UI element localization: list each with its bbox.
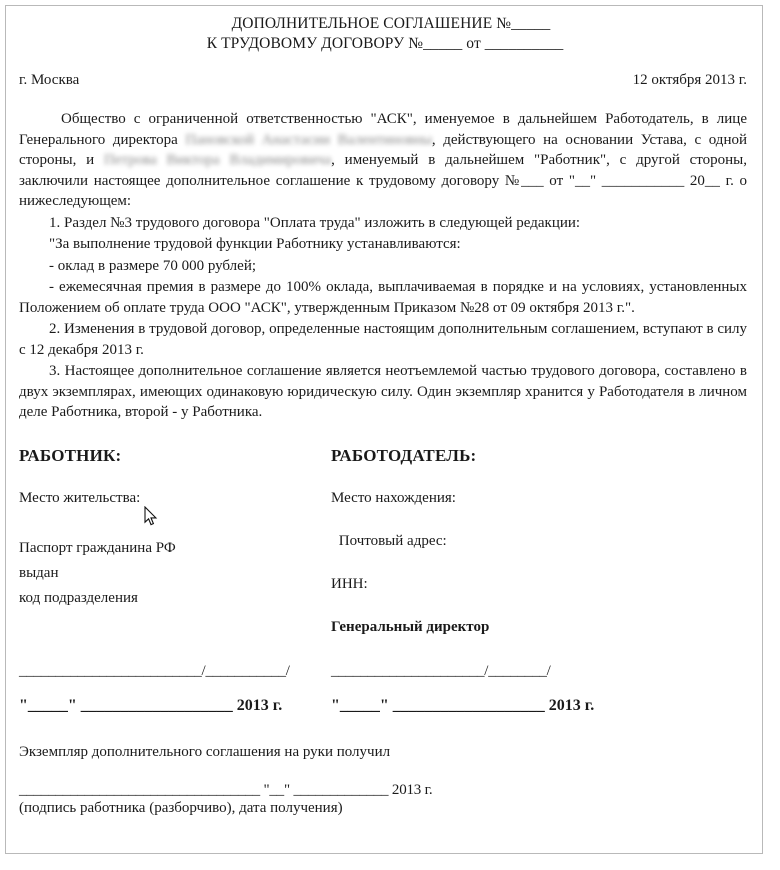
employer-field-postal-address: Почтовый адрес: [335, 532, 447, 549]
employer-heading-label: РАБОТОДАТЕЛЬ: [331, 445, 477, 465]
employee-signature-rule-cell [19, 661, 331, 681]
employee-date-rule: "_____" ___________________ 2013 г. [19, 696, 283, 714]
clause-3-text: 3. Настоящее дополнительное соглашение является неотъемлемой частью трудового договора, составлено в двух экземплярах, имеющих одинаковую юридическую силу. Один экземпляр хранится у Работодателя в личном деле Работника, второй - у Работника. [19, 363, 747, 420]
employer-field-inn: ИНН: [331, 575, 368, 592]
clause-1-item-salary [19, 256, 749, 277]
employee-signature-rule: _________________________/___________/ [19, 662, 290, 679]
clause-1-quote [19, 234, 749, 255]
receipt-title: Экземпляр дополнительного соглашения на руки получил [19, 743, 391, 760]
redacted-employee-name: Петрова Виктора Владимировича [103, 152, 332, 168]
employee-field-department-code: код подразделения [19, 589, 138, 606]
employee-field-issued-by: выдан [19, 564, 59, 581]
document-content [19, 14, 749, 853]
document-title [19, 14, 749, 54]
employee-heading-label: РАБОТНИК: [19, 445, 122, 465]
redacted-director-name: Пановской Анастасии Валентиновны [185, 131, 432, 148]
title-line-contract-reference: К ТРУДОВОМУ ДОГОВОРУ №_____ от __________ [206, 35, 564, 52]
clause-1-quote-text: "За выполнение трудовой функции Работнику устанавливаются: [49, 236, 461, 252]
employee-field-residence: Место жительства: [19, 489, 141, 506]
employer-column-heading [331, 446, 476, 466]
employee-fields-column [19, 486, 331, 640]
employer-date-rule-cell [331, 696, 731, 716]
employer-date-rule: "_____" ___________________ 2013 г. [331, 696, 595, 714]
title-line-agreement-number: ДОПОЛНИТЕЛЬНОЕ СОГЛАШЕНИЕ №_____ [231, 15, 551, 32]
employer-signature-rule-cell [331, 661, 731, 681]
employee-date-rule-cell [19, 696, 331, 716]
employee-column-heading [19, 446, 331, 466]
clause-3 [19, 361, 749, 423]
clause-2 [19, 319, 749, 360]
clause-2-text: 2. Изменения в трудовой договор, определенные настоящим дополнительным соглашением, вступают в силу с 12 декабря 2013 г. [19, 321, 747, 358]
receipt-signature-rule: _________________________________ "__" _____________ 2013 г. [19, 781, 433, 798]
signature-rule-row [19, 661, 749, 681]
signature-date-row [19, 696, 749, 716]
receipt-caption: (подпись работника (разборчиво), дата получения) [19, 799, 343, 816]
clause-1-item-salary-text: - оклад в размере 70 000 рублей; [49, 257, 257, 274]
preamble-text-part-2: , действующего на основании Устава, с одной стороны, и [19, 131, 747, 168]
clause-1-intro-text: 1. Раздел №3 трудового договора "Оплата труда" изложить в следующей редакции: [49, 214, 581, 231]
employer-field-general-director: Генеральный директор [331, 618, 490, 635]
employer-fields-column [331, 486, 731, 640]
signature-fields-row [19, 486, 749, 640]
preamble-paragraph [19, 109, 749, 212]
employer-signature-rule: _____________________/________/ [331, 662, 551, 679]
clause-1-intro [19, 213, 749, 234]
document-page [5, 5, 763, 854]
clause-1-item-bonus [19, 277, 749, 318]
document-date: 12 октября 2013 г. [632, 72, 747, 88]
city-label: г. Москва [19, 72, 80, 88]
clause-1-item-bonus-text: - ежемесячная премия в размере до 100% оклада, выплачиваемая в порядке и на условиях, установленных Положением об оплате труда ООО "АСК", утвержденным Приказом №28 от 09 октября 2013 г.". [19, 279, 747, 316]
preamble-text-part-3: , именуемый в дальнейшем "Работник", с другой стороны, заключили настоящее дополнительное соглашение к трудовому договору №___ от "__" ___________ 20__ г. о нижеследующем: [19, 152, 748, 209]
city-date-row [19, 72, 749, 89]
employer-field-location: Место нахождения: [331, 489, 456, 506]
signature-headings-row [19, 446, 749, 466]
preamble-text-part-1: Общество с ограниченной ответственностью "АСК", именуемое в дальнейшем Работодатель, в лице Генерального директора [19, 111, 747, 148]
employee-field-passport: Паспорт гражданина РФ [19, 539, 176, 556]
